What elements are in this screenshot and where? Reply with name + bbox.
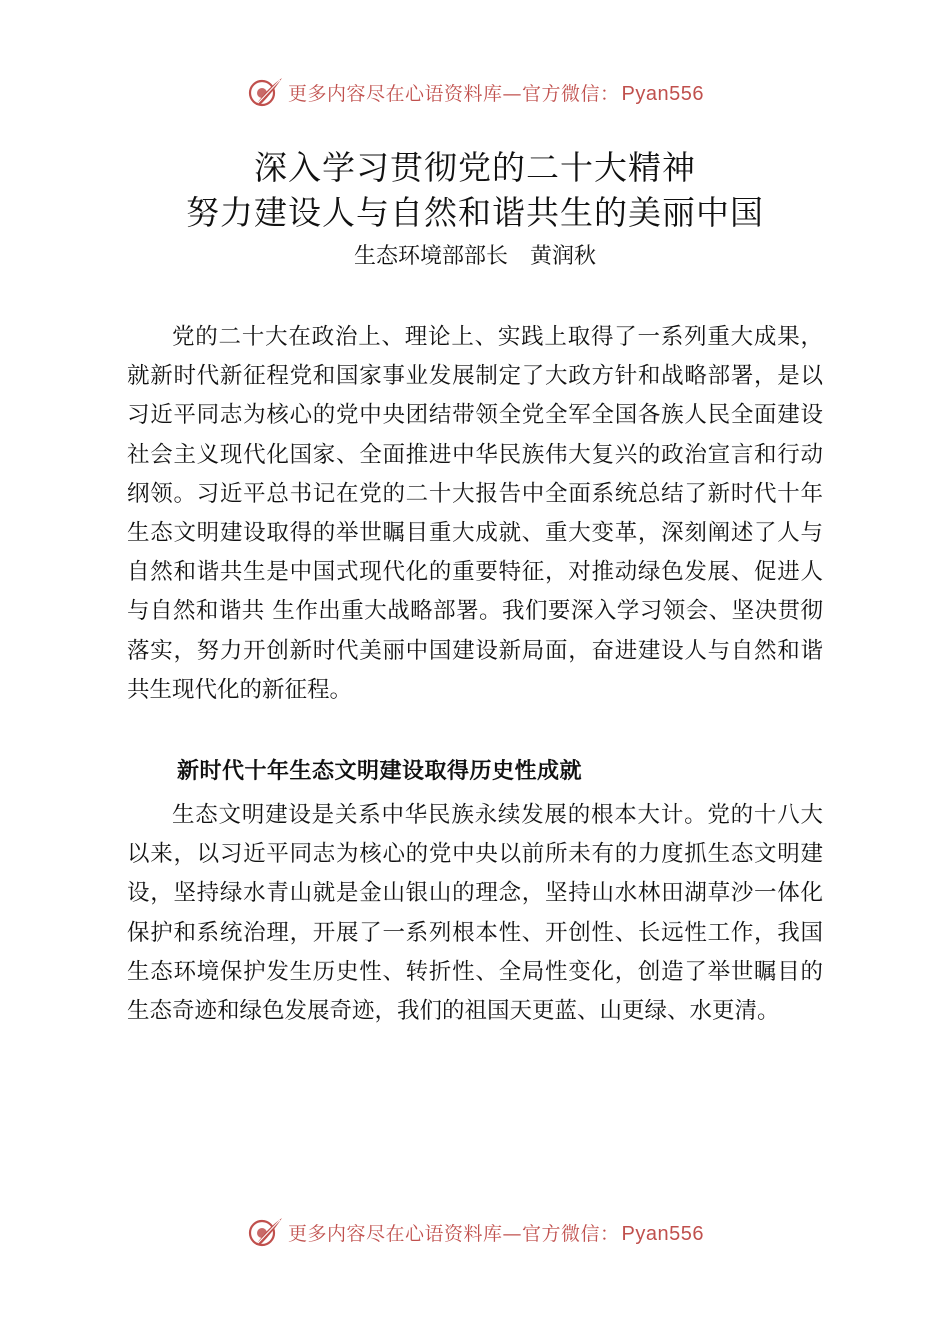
- quill-pen-icon: [246, 1215, 284, 1249]
- footer-watermark: [0, 1212, 950, 1252]
- paragraph-intro: 党的二十大在政治上、理论上、实践上取得了一系列重大成果，就新时代新征程党和国家事业发展制定了大政方针和战略部署，是以习近平同志为核心的党中央团结带领全党全军全国各族人民全面建设社会主义现代化国家、全面推进中华民族伟大复兴的政治宣言和行动纲领。习近平总书记在党的二十大报告中全面系统总结了新时代十年生态文明建设取得的举世瞩目重大成就、重大变革，深刻阐述了人与自然和谐共生是中国式现代化的重要特征，对推动绿色发展、促进人与自然和谐共 生作出重大战略部署。我们要深入学习领会、坚决贯彻落实，努力开创新时代美丽中国建设新局面，奋进建设人与自然和谐共生现代化的新征程。: [127, 324, 823, 703]
- watermark-text-cn: 更多内容尽在心语资料库—官方微信：: [288, 1222, 620, 1245]
- author-byline: 生态环境部部长 黄润秋: [353, 244, 596, 269]
- paragraph-section-1: 生态文明建设是关系中华民族永续发展的根本大计。党的十八大以来，以习近平同志为核心的党中央以前所未有的力度抓生态文明建设，坚持绿水青山就是金山银山的理念，坚持山水林田湖草沙一体化保护和系统治理，开展了一系列根本性、开创性、长远性工作，我国生态环境保护发生历史性、转折性、全局性变化，创造了举世瞩目的生态奇迹和绿色发展奇迹，我们的祖国天更蓝、山更绿、水更清。: [127, 802, 823, 1025]
- watermark-text: [288, 1219, 704, 1246]
- quill-pen-icon: [246, 75, 284, 109]
- section-heading: 新时代十年生态文明建设取得历史性成就: [177, 759, 583, 784]
- title-line-2: 努力建设人与自然和谐共生的美丽中国: [186, 193, 764, 232]
- header-watermark: [0, 72, 950, 112]
- watermark-wechat-id: Pyan556: [621, 1222, 704, 1245]
- watermark-text-cn: 更多内容尽在心语资料库—官方微信：: [288, 82, 620, 105]
- watermark-text: [288, 79, 704, 106]
- title-line-1: 深入学习贯彻党的二十大精神: [254, 148, 696, 187]
- watermark-wechat-id: Pyan556: [621, 82, 704, 105]
